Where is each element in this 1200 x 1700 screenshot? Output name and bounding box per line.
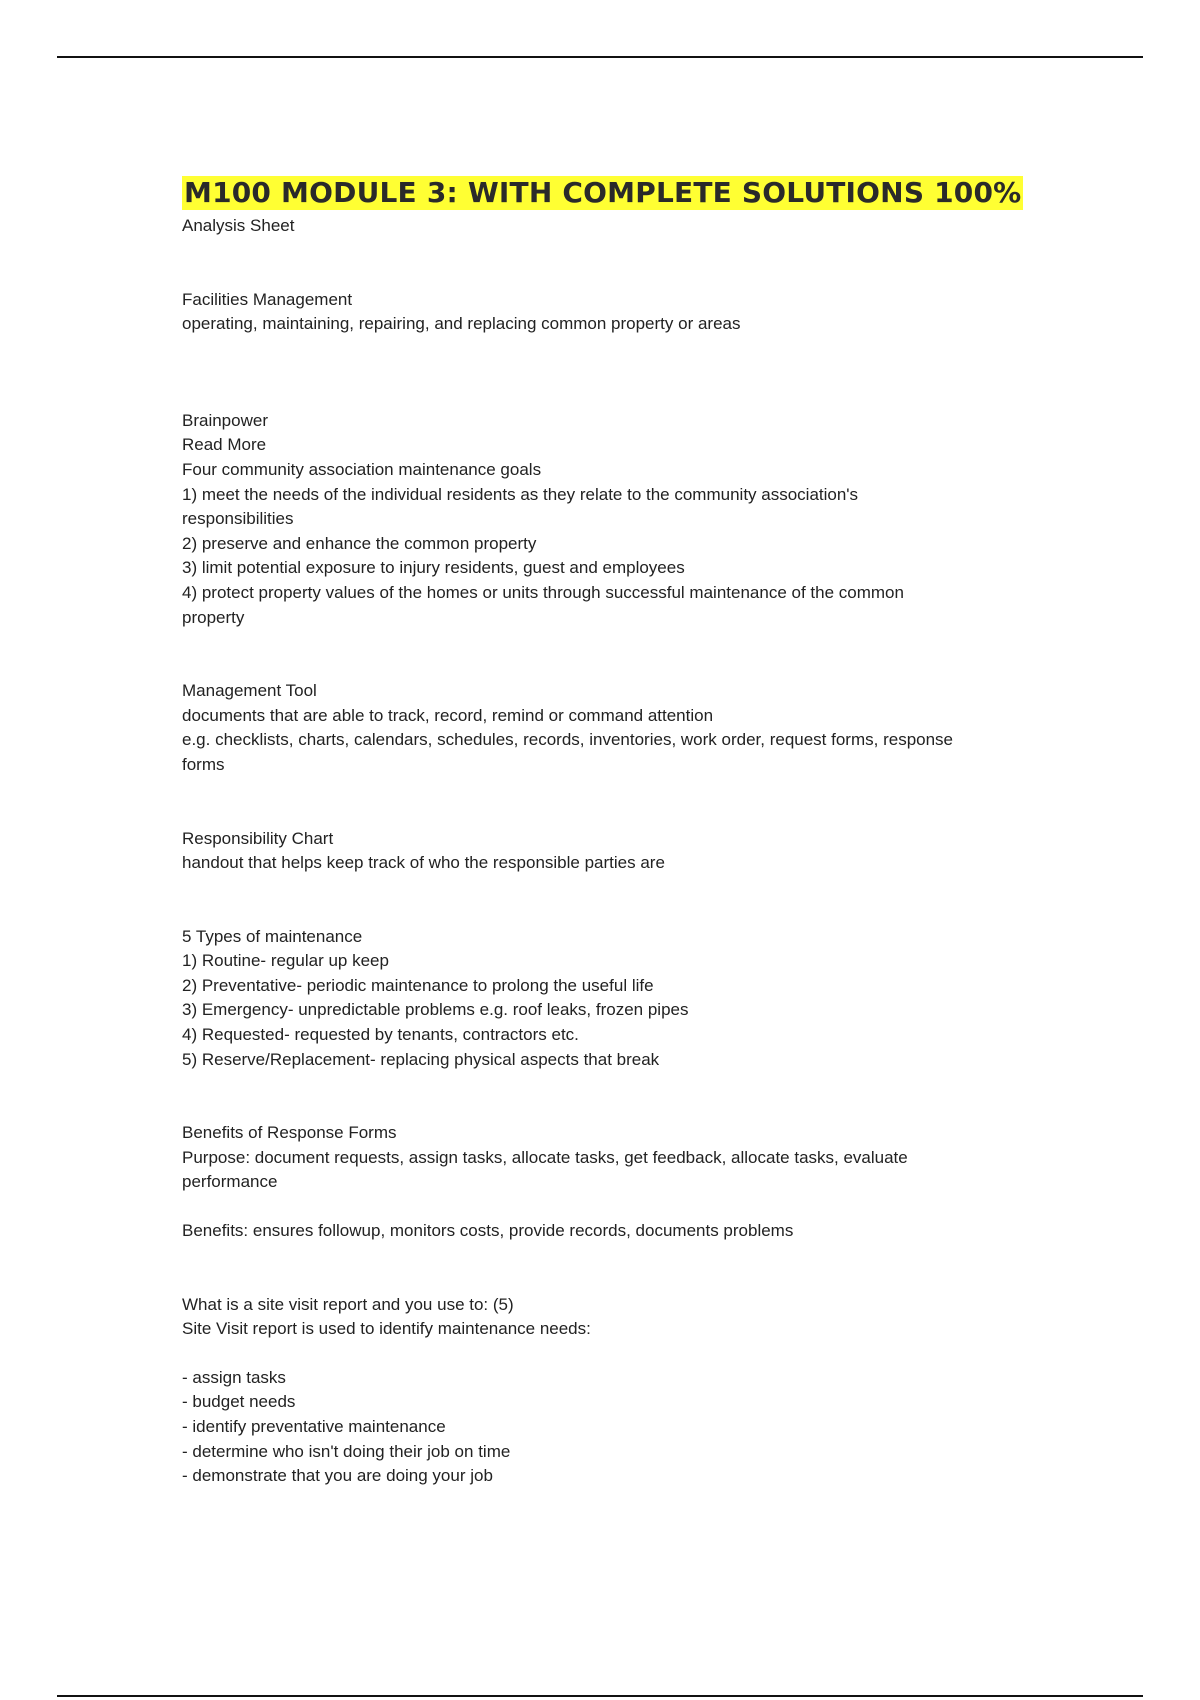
section-heading: Benefits of Response Forms — [182, 1123, 397, 1143]
section-text: Purpose: document requests, assign tasks, allocate tasks, get feedback, allocate tasks, evaluate — [182, 1147, 908, 1167]
section-heading: Facilities Management — [182, 289, 353, 309]
section-text-continuation: forms — [182, 754, 225, 774]
list-item-continuation: responsibilities — [182, 509, 294, 529]
title-block — [182, 176, 1042, 214]
list-item: 2) Preventative- periodic maintenance to prolong the useful life — [182, 975, 654, 995]
top-divider — [57, 56, 1143, 58]
read-more-text: Read More — [182, 435, 267, 455]
section-text-continuation: performance — [182, 1172, 278, 1192]
list-item: - demonstrate that you are doing your job — [182, 1466, 493, 1486]
section-maintenance-types — [182, 925, 1042, 1073]
document-title: M100 MODULE 3: WITH COMPLETE SOLUTIONS 100% — [184, 176, 1022, 209]
section-response-forms — [182, 1121, 1042, 1243]
list-item: 1) meet the needs of the individual residents as they relate to the community association's — [182, 484, 859, 504]
bottom-divider — [57, 1695, 1143, 1697]
goals-heading: Four community association maintenance goals — [182, 459, 542, 479]
list-item-continuation: property — [182, 607, 245, 627]
list-item: 4) Requested- requested by tenants, contractors etc. — [182, 1025, 579, 1045]
section-management-tool — [182, 679, 1042, 777]
section-site-visit — [182, 1293, 1042, 1489]
section-heading: What is a site visit report and you use to: (5) — [182, 1294, 514, 1314]
section-heading: Management Tool — [182, 681, 317, 701]
section-text: documents that are able to track, record, remind or command attention — [182, 705, 714, 725]
list-item: - identify preventative maintenance — [182, 1417, 446, 1436]
list-item: 3) Emergency- unpredictable problems e.g. roof leaks, frozen pipes — [182, 1000, 689, 1020]
section-text: handout that helps keep track of who the responsible parties are — [182, 853, 665, 873]
section-heading: 5 Types of maintenance — [182, 926, 363, 946]
list-item: 5) Reserve/Replacement- replacing physical aspects that break — [182, 1049, 660, 1069]
list-item: - assign tasks — [182, 1367, 286, 1387]
list-item: 3) limit potential exposure to injury residents, guest and employees — [182, 558, 685, 578]
list-item: 2) preserve and enhance the common property — [182, 533, 537, 553]
document-body — [182, 176, 1042, 1489]
section-heading: Responsibility Chart — [182, 828, 334, 848]
section-text: Site Visit report is used to identify maintenance needs: — [182, 1319, 591, 1339]
section-text: e.g. checklists, charts, calendars, schedules, records, inventories, work order, request forms, response — [182, 730, 954, 750]
list-item: - budget needs — [182, 1392, 296, 1412]
document-subtitle: Analysis Sheet — [182, 216, 295, 235]
list-item: 1) Routine- regular up keep — [182, 951, 389, 971]
section-text: Benefits: ensures followup, monitors costs, provide records, documents problems — [182, 1221, 794, 1241]
section-text: operating, maintaining, repairing, and replacing common property or areas — [182, 314, 741, 334]
section-heading: Brainpower — [182, 410, 268, 430]
section-brainpower — [182, 409, 1042, 630]
section-responsibility-chart — [182, 827, 1042, 876]
list-item: - determine who isn't doing their job on time — [182, 1441, 511, 1461]
section-facilities-management — [182, 288, 1042, 337]
list-item: 4) protect property values of the homes or units through successful maintenance of the common — [182, 582, 904, 602]
